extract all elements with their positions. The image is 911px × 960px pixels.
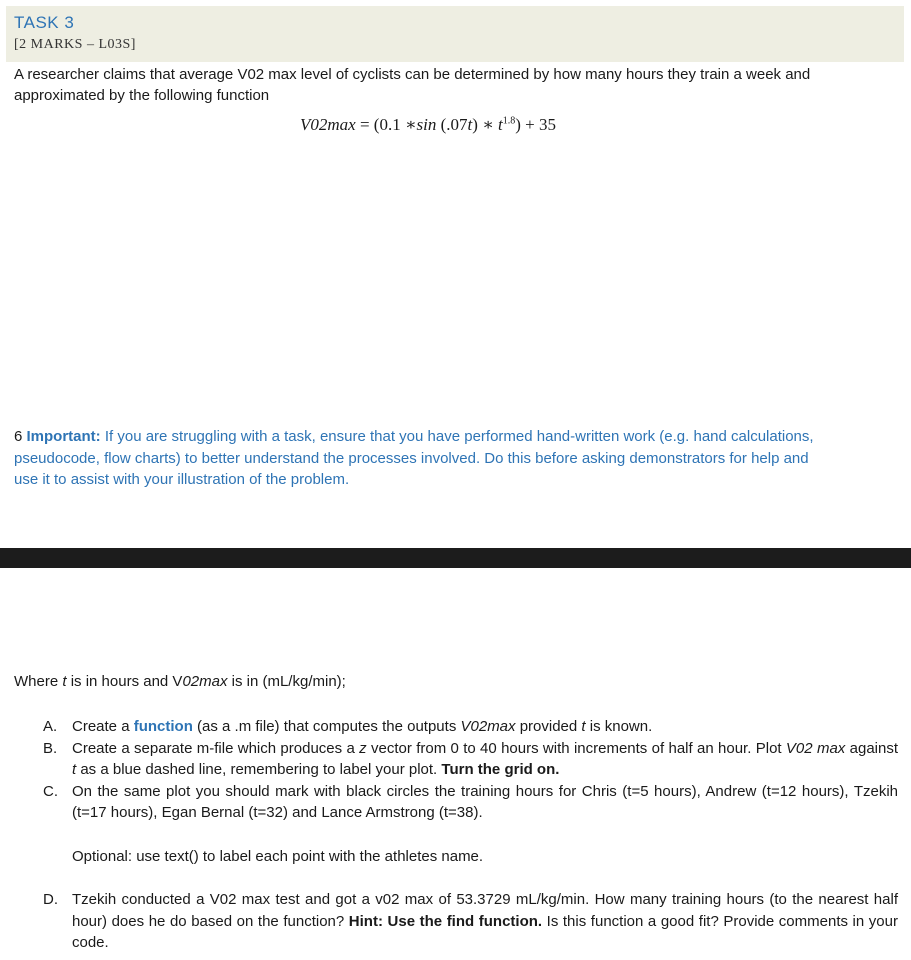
equation-rest: ) + 35 xyxy=(515,115,556,134)
task-d-hint: Hint: Use the find function. xyxy=(348,912,543,930)
task-a-t: t xyxy=(581,718,586,735)
task-title: TASK 3 xyxy=(14,13,75,32)
task-d-text-2: Is this function a good fit? Provide comments in your code. xyxy=(72,912,898,951)
important-text: If you are struggling with a task, ensure that you have performed hand-written work (e.g. hand calculations, pseudocode, flow charts) to better understand the processes involved. Do this before asking demonstrators for help and use it to assist with your illustration of the problem. xyxy=(14,428,814,488)
task-letter-c: C. xyxy=(43,782,58,800)
equation-t2: t xyxy=(498,115,503,134)
task-b-v02max: V02 max xyxy=(785,739,846,757)
task-a-text-1: Create a xyxy=(72,718,134,735)
where-t: t xyxy=(62,673,67,690)
equation-t1: t xyxy=(467,115,473,134)
task-item-b xyxy=(14,738,898,781)
task-a-text-2: (as a .m file) that computes the outputs xyxy=(192,718,461,735)
task-a-text-3: provided xyxy=(515,718,582,735)
task-list xyxy=(14,716,898,954)
equation-lhs: V02max xyxy=(300,115,356,134)
task-d-text-1: Tzekih conducted a V02 max test and got a v02 max of 53.3729 mL/kg/min. How many training hours (to the nearest half hour) does he do based on the function? xyxy=(72,891,898,930)
task-item-c xyxy=(14,781,898,824)
task-a-text-4: is known. xyxy=(585,718,653,735)
task-b-text-1: Create a separate m-file which produces a xyxy=(72,739,360,757)
equation-eq: = (0.1 ∗ xyxy=(355,115,417,134)
task-marks: [2 MARKS – L03S] xyxy=(14,37,136,52)
important-label: Important: xyxy=(26,428,101,445)
vo2max-equation xyxy=(300,115,556,135)
task-item-a xyxy=(14,716,898,738)
task-header-box xyxy=(6,6,904,62)
equation-sin: sin xyxy=(416,115,437,134)
task-b-text-4: as a blue dashed line, remembering to label your plot. xyxy=(76,761,442,778)
where-text-1: Where xyxy=(14,673,63,690)
equation-arg: (.07 xyxy=(436,115,468,134)
task-letter-b: B. xyxy=(43,739,58,757)
equation-exponent: 1.8 xyxy=(502,115,516,127)
where-paragraph xyxy=(14,673,346,690)
task-b-t: t xyxy=(72,761,77,778)
equation-mid: ) ∗ xyxy=(472,115,498,134)
task-c-text: On the same plot you should mark with black circles the training hours for Chris (t=5 hours), Andrew (t=12 hours), Tzekih (t=17 hours), Egan Bernal (t=32) and Lance Armstrong (t=38). xyxy=(72,782,898,821)
important-number: 6 xyxy=(14,428,23,445)
where-v02max: 02max xyxy=(182,673,228,690)
task-b-z: z xyxy=(359,739,367,757)
function-keyword: function xyxy=(133,718,193,735)
task-b-text-3: against xyxy=(845,739,899,757)
task-letter-a: A. xyxy=(43,718,58,735)
task-letter-d: D. xyxy=(43,891,58,908)
important-note xyxy=(14,426,834,491)
where-text-2: is in hours and V xyxy=(66,673,183,690)
task-b-text-2: vector from 0 to 40 hours with increments of half an hour. Plot xyxy=(366,739,786,757)
page-divider xyxy=(0,548,911,568)
task-item-d xyxy=(14,889,898,954)
task-b-grid-note: Turn the grid on. xyxy=(441,761,560,778)
optional-note: Optional: use text() to label each point with the athletes name. xyxy=(72,847,484,865)
task-a-v02max: V02max xyxy=(460,718,516,735)
where-text-3: is in (mL/kg/min); xyxy=(227,673,346,690)
intro-paragraph: A researcher claims that average V02 max level of cyclists can be determined by how many hours they train a week and approximated by the following function xyxy=(14,66,811,104)
